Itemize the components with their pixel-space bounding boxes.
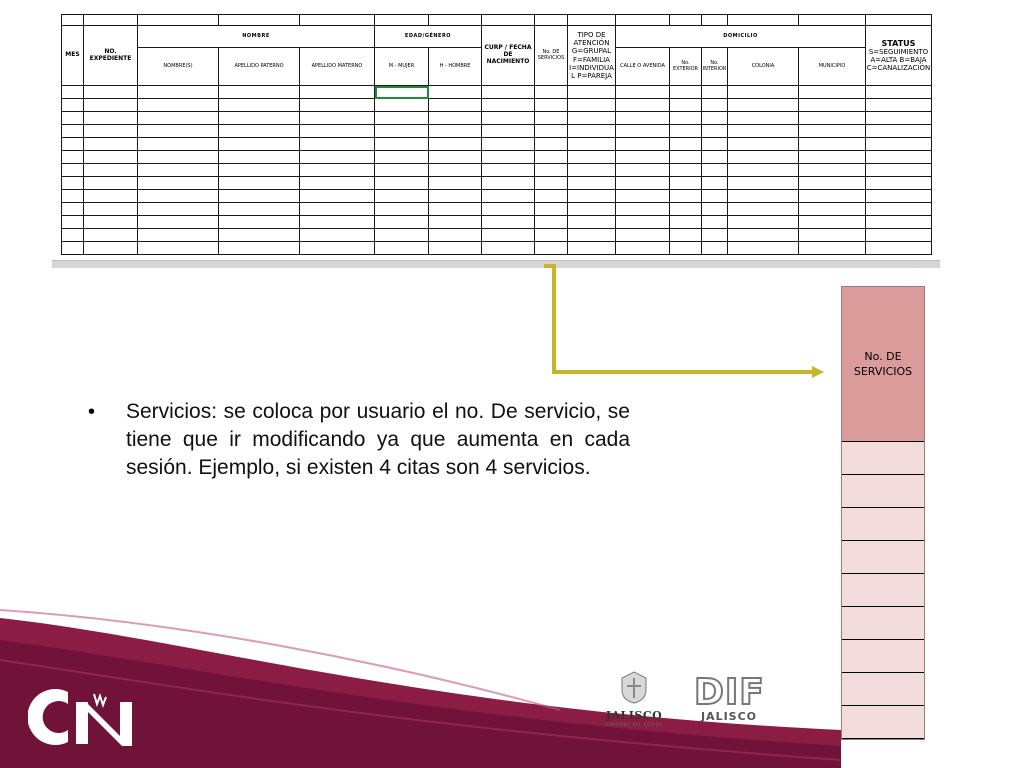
bullet-item bbox=[88, 398, 630, 482]
sheet-cell[interactable] bbox=[219, 112, 300, 125]
sheet-cell[interactable] bbox=[429, 203, 482, 216]
sheet-cell[interactable] bbox=[300, 151, 375, 164]
col-nombres: NOMBRE(S) bbox=[138, 48, 219, 86]
sheet-cell[interactable] bbox=[219, 151, 300, 164]
col-municipio: MUNICIPIO bbox=[799, 48, 866, 86]
col-nombre: NOMBRE bbox=[138, 26, 375, 48]
sheet-cell[interactable] bbox=[62, 138, 84, 151]
sheet-cell[interactable] bbox=[728, 177, 799, 190]
sheet-cell[interactable] bbox=[568, 229, 616, 242]
sheet-cell[interactable] bbox=[670, 164, 702, 177]
sheet-cell[interactable] bbox=[138, 229, 219, 242]
sheet-cell[interactable] bbox=[728, 203, 799, 216]
sheet-cell[interactable] bbox=[568, 86, 616, 99]
col-edad-genero: EDAD/GÉNERO bbox=[375, 26, 482, 48]
sheet-cell[interactable] bbox=[84, 242, 138, 255]
sheet-cell[interactable] bbox=[535, 151, 568, 164]
sheet-cell[interactable] bbox=[138, 216, 219, 229]
sheet-cell[interactable] bbox=[375, 99, 429, 112]
sheet-cell[interactable] bbox=[482, 242, 535, 255]
col-calle: CALLE O AVENIDA bbox=[616, 48, 670, 86]
sheet-cell[interactable] bbox=[702, 164, 728, 177]
sheet-cell[interactable] bbox=[702, 125, 728, 138]
sheet-cell[interactable] bbox=[616, 138, 670, 151]
zoomed-cell bbox=[842, 442, 924, 475]
sheet-cell[interactable] bbox=[138, 112, 219, 125]
col-tipo-atencion: TIPO DE ATENCIÓN G=GRUPAL F=FAMILIA I=INDIVIDUA L P=PAREJA bbox=[568, 26, 616, 86]
sheet-cell[interactable] bbox=[702, 242, 728, 255]
sheet-cell[interactable] bbox=[728, 242, 799, 255]
sheet-cell[interactable] bbox=[535, 216, 568, 229]
sheet-cell[interactable] bbox=[84, 125, 138, 138]
sheet-cell[interactable] bbox=[535, 138, 568, 151]
col-colonia: COLONIA bbox=[728, 48, 799, 86]
sheet-cell[interactable] bbox=[62, 177, 84, 190]
zoomed-cell bbox=[842, 640, 924, 673]
sheet-cell[interactable] bbox=[429, 112, 482, 125]
sheet-cell[interactable] bbox=[702, 86, 728, 99]
sheet-cell[interactable] bbox=[616, 164, 670, 177]
sheet-row bbox=[62, 242, 932, 255]
dif-logo bbox=[694, 672, 765, 723]
sheet-cell[interactable] bbox=[375, 112, 429, 125]
sheet-cell[interactable] bbox=[482, 125, 535, 138]
sheet-cell[interactable] bbox=[728, 216, 799, 229]
zoomed-cell bbox=[842, 475, 924, 508]
jalisco-shield-icon bbox=[619, 670, 649, 704]
sheet-cell[interactable] bbox=[300, 86, 375, 99]
sheet-cell[interactable] bbox=[429, 151, 482, 164]
sheet-cell[interactable] bbox=[429, 177, 482, 190]
sheet-cell[interactable] bbox=[84, 229, 138, 242]
jalisco-name: JALISCO bbox=[605, 709, 663, 722]
sheet-cell[interactable] bbox=[702, 190, 728, 203]
col-no-exterior: No. EXTERIOR bbox=[670, 48, 702, 86]
sheet-cell[interactable] bbox=[799, 164, 866, 177]
sheet-row bbox=[62, 99, 932, 112]
sheet-cell[interactable] bbox=[799, 190, 866, 203]
sheet-cell[interactable] bbox=[616, 229, 670, 242]
sheet-cell[interactable] bbox=[300, 177, 375, 190]
sheet-cell[interactable] bbox=[568, 242, 616, 255]
zoomed-cell bbox=[842, 508, 924, 541]
sheet-cell[interactable] bbox=[616, 151, 670, 164]
jalisco-subtitle: GOBIERNO DEL ESTADO bbox=[605, 722, 663, 727]
sheet-cell[interactable] bbox=[866, 177, 932, 190]
sheet-cell[interactable] bbox=[482, 99, 535, 112]
sheet-cell[interactable] bbox=[866, 86, 932, 99]
sheet-cell[interactable] bbox=[375, 151, 429, 164]
sheet-cell[interactable] bbox=[728, 99, 799, 112]
sheet-row bbox=[62, 125, 932, 138]
sheet-row bbox=[62, 229, 932, 242]
sheet-cell[interactable] bbox=[429, 190, 482, 203]
sheet-cell[interactable] bbox=[84, 190, 138, 203]
sheet-cell[interactable] bbox=[84, 112, 138, 125]
sheet-cell[interactable] bbox=[138, 203, 219, 216]
sheet-cell[interactable] bbox=[568, 112, 616, 125]
sheet-cell[interactable] bbox=[799, 151, 866, 164]
sheet-cell[interactable] bbox=[375, 125, 429, 138]
sheet-cell[interactable] bbox=[535, 242, 568, 255]
sheet-cell[interactable] bbox=[535, 99, 568, 112]
sheet-cell[interactable] bbox=[535, 112, 568, 125]
sheet-cell[interactable] bbox=[84, 86, 138, 99]
dif-mark: DIF bbox=[694, 672, 765, 713]
sheet-cell[interactable] bbox=[219, 138, 300, 151]
sheet-cell[interactable] bbox=[535, 164, 568, 177]
sheet-cell[interactable] bbox=[482, 138, 535, 151]
sheet-row bbox=[62, 86, 932, 99]
sheet-cell[interactable] bbox=[429, 164, 482, 177]
sheet-cell[interactable] bbox=[799, 242, 866, 255]
zoomed-cell bbox=[842, 541, 924, 574]
sheet-cell[interactable] bbox=[616, 216, 670, 229]
sheet-cell[interactable] bbox=[866, 138, 932, 151]
zoomed-header: No. DE SERVICIOS bbox=[842, 287, 924, 442]
sheet-cell[interactable] bbox=[375, 242, 429, 255]
sheet-cell[interactable] bbox=[799, 125, 866, 138]
sheet-cell[interactable] bbox=[300, 125, 375, 138]
sheet-cell[interactable] bbox=[616, 242, 670, 255]
sheet-cell[interactable] bbox=[702, 138, 728, 151]
sheet-cell[interactable] bbox=[482, 151, 535, 164]
sheet-cell[interactable] bbox=[866, 203, 932, 216]
sheet-cell[interactable] bbox=[482, 190, 535, 203]
sheet-cell[interactable] bbox=[375, 86, 429, 99]
sheet-cell[interactable] bbox=[535, 125, 568, 138]
sheet-cell[interactable] bbox=[535, 203, 568, 216]
jalisco-logo bbox=[598, 670, 670, 727]
sheet-cell[interactable] bbox=[375, 203, 429, 216]
sheet-cell[interactable] bbox=[429, 125, 482, 138]
sheet-cell[interactable] bbox=[616, 203, 670, 216]
sheet-cell[interactable] bbox=[702, 229, 728, 242]
sheet-cell[interactable] bbox=[219, 190, 300, 203]
sheet-cell[interactable] bbox=[138, 242, 219, 255]
sheet-cell[interactable] bbox=[429, 242, 482, 255]
sheet-cell[interactable] bbox=[375, 164, 429, 177]
col-domicilio: DOMICILIO bbox=[616, 26, 866, 48]
sheet-cell[interactable] bbox=[138, 151, 219, 164]
zoomed-cell bbox=[842, 574, 924, 607]
sheet-cell[interactable] bbox=[670, 125, 702, 138]
sheet-cell[interactable] bbox=[670, 203, 702, 216]
col-apellido-materno: APELLIDO MATERNO bbox=[300, 48, 375, 86]
sheet-cell[interactable] bbox=[482, 112, 535, 125]
sheet-cell[interactable] bbox=[866, 99, 932, 112]
sheet-cell[interactable] bbox=[568, 138, 616, 151]
sheet-cell[interactable] bbox=[616, 99, 670, 112]
sheet-cell[interactable] bbox=[84, 164, 138, 177]
zoomed-cell bbox=[842, 706, 924, 739]
sheet-cell[interactable] bbox=[300, 229, 375, 242]
sheet-cell[interactable] bbox=[670, 229, 702, 242]
sheet-cell[interactable] bbox=[84, 99, 138, 112]
sheet-cell[interactable] bbox=[62, 125, 84, 138]
status-title: STATUS bbox=[881, 38, 916, 48]
sheet-cell[interactable] bbox=[670, 190, 702, 203]
sheet-cell[interactable] bbox=[138, 86, 219, 99]
sheet-cell[interactable] bbox=[62, 242, 84, 255]
sheet-cell[interactable] bbox=[866, 125, 932, 138]
sheet-cell[interactable] bbox=[62, 99, 84, 112]
sheet-cell[interactable] bbox=[84, 216, 138, 229]
sheet-row bbox=[62, 216, 932, 229]
cn-logo bbox=[28, 684, 143, 750]
col-no-servicios: No. DE SERVICIOS bbox=[535, 26, 568, 86]
sheet-cell[interactable] bbox=[482, 164, 535, 177]
sheet-cell[interactable] bbox=[429, 99, 482, 112]
sheet-cell[interactable] bbox=[670, 177, 702, 190]
registry-spreadsheet bbox=[61, 14, 932, 255]
sheet-cell[interactable] bbox=[866, 151, 932, 164]
sheet-cell[interactable] bbox=[375, 177, 429, 190]
sheet-cell[interactable] bbox=[728, 229, 799, 242]
sheet-cell[interactable] bbox=[670, 216, 702, 229]
zoomed-servicios-column bbox=[841, 286, 925, 740]
sheet-cell[interactable] bbox=[535, 229, 568, 242]
sheet-cell[interactable] bbox=[568, 216, 616, 229]
sheet-cell[interactable] bbox=[866, 242, 932, 255]
sheet-cell[interactable] bbox=[616, 125, 670, 138]
sheet-cell[interactable] bbox=[429, 216, 482, 229]
sheet-cell[interactable] bbox=[670, 112, 702, 125]
sheet-cell[interactable] bbox=[568, 164, 616, 177]
sheet-cell[interactable] bbox=[568, 99, 616, 112]
sheet-cell[interactable] bbox=[799, 177, 866, 190]
sheet-cell[interactable] bbox=[219, 164, 300, 177]
sheet-cell[interactable] bbox=[702, 99, 728, 112]
sheet-cell[interactable] bbox=[138, 177, 219, 190]
col-mes: MES bbox=[62, 26, 84, 86]
sheet-cell[interactable] bbox=[616, 86, 670, 99]
sheet-cell[interactable] bbox=[568, 177, 616, 190]
sheet-cell[interactable] bbox=[670, 138, 702, 151]
sheet-cell[interactable] bbox=[482, 177, 535, 190]
sheet-cell[interactable] bbox=[219, 177, 300, 190]
sheet-cell[interactable] bbox=[138, 99, 219, 112]
sheet-cell[interactable] bbox=[702, 151, 728, 164]
header-row-1 bbox=[62, 26, 932, 48]
sheet-row bbox=[62, 203, 932, 216]
sheet-row bbox=[62, 112, 932, 125]
sheet-cell[interactable] bbox=[799, 216, 866, 229]
sheet-cell[interactable] bbox=[62, 151, 84, 164]
sheet-cell[interactable] bbox=[482, 203, 535, 216]
sheet-cell[interactable] bbox=[568, 125, 616, 138]
sheet-cell[interactable] bbox=[728, 190, 799, 203]
sheet-cell[interactable] bbox=[702, 112, 728, 125]
status-options: S=SEGUIMIENTO A=ALTA B=BAJA C=CANALIZACIÓN bbox=[866, 48, 931, 73]
sheet-cell[interactable] bbox=[482, 86, 535, 99]
sheet-cell[interactable] bbox=[62, 164, 84, 177]
sheet-cell[interactable] bbox=[728, 138, 799, 151]
col-mujer: M - MUJER bbox=[375, 48, 429, 86]
sheet-cell[interactable] bbox=[702, 203, 728, 216]
sheet-cell[interactable] bbox=[62, 229, 84, 242]
sheet-cell[interactable] bbox=[482, 229, 535, 242]
sheet-cell[interactable] bbox=[219, 86, 300, 99]
dif-subtitle: JALISCO bbox=[700, 710, 758, 723]
sheet-cell[interactable] bbox=[799, 203, 866, 216]
sheet-cell[interactable] bbox=[535, 177, 568, 190]
sheet-cell[interactable] bbox=[219, 99, 300, 112]
bullet-dot: • bbox=[88, 401, 96, 423]
sheet-cell[interactable] bbox=[535, 190, 568, 203]
sheet-row bbox=[62, 138, 932, 151]
sheet-row bbox=[62, 164, 932, 177]
sheet-cell[interactable] bbox=[728, 112, 799, 125]
sheet-row bbox=[62, 151, 932, 164]
sheet-cell[interactable] bbox=[138, 125, 219, 138]
bullet-text: Servicios: se coloca por usuario el no. De servicio, se tiene que ir modificando ya que aumenta en cada sesión. Ejemplo, si existen 4 citas son 4 servicios. bbox=[126, 400, 630, 479]
sheet-cell[interactable] bbox=[866, 216, 932, 229]
sheet-cell[interactable] bbox=[300, 138, 375, 151]
sheet-cell[interactable] bbox=[138, 164, 219, 177]
zoomed-cell bbox=[842, 673, 924, 706]
sheet-cell[interactable] bbox=[702, 216, 728, 229]
col-status bbox=[866, 26, 932, 86]
sheet-cell[interactable] bbox=[62, 203, 84, 216]
sheet-cell[interactable] bbox=[300, 242, 375, 255]
sheet-cell[interactable] bbox=[219, 216, 300, 229]
sheet-cell[interactable] bbox=[866, 229, 932, 242]
sheet-cell[interactable] bbox=[219, 203, 300, 216]
sheet-cell[interactable] bbox=[300, 112, 375, 125]
sheet-cell[interactable] bbox=[300, 164, 375, 177]
sheet-cell[interactable] bbox=[62, 86, 84, 99]
sheet-cell[interactable] bbox=[799, 99, 866, 112]
col-expediente: NO. EXPEDIENTE bbox=[84, 26, 138, 86]
sheet-cell[interactable] bbox=[799, 112, 866, 125]
col-hombre: H - HOMBRE bbox=[429, 48, 482, 86]
sheet-cell[interactable] bbox=[670, 242, 702, 255]
sheet-cell[interactable] bbox=[429, 229, 482, 242]
sheet-cell[interactable] bbox=[702, 177, 728, 190]
sheet-cell[interactable] bbox=[62, 216, 84, 229]
sheet-cell[interactable] bbox=[300, 203, 375, 216]
sheet-cell[interactable] bbox=[429, 138, 482, 151]
sheet-cell[interactable] bbox=[670, 99, 702, 112]
sheet-cell[interactable] bbox=[568, 190, 616, 203]
sheet-row bbox=[62, 177, 932, 190]
sheet-cell[interactable] bbox=[728, 164, 799, 177]
sheet-cell[interactable] bbox=[728, 86, 799, 99]
sheet-cell[interactable] bbox=[799, 138, 866, 151]
sheet-cell[interactable] bbox=[375, 190, 429, 203]
top-empty-row bbox=[62, 15, 932, 26]
sheet-cell[interactable] bbox=[219, 242, 300, 255]
sheet-cell[interactable] bbox=[728, 151, 799, 164]
sheet-cell[interactable] bbox=[482, 216, 535, 229]
sheet-cell[interactable] bbox=[219, 229, 300, 242]
sheet-row bbox=[62, 190, 932, 203]
sheet-cell[interactable] bbox=[138, 190, 219, 203]
sheet-cell[interactable] bbox=[568, 203, 616, 216]
sheet-cell[interactable] bbox=[535, 86, 568, 99]
sheet-cell[interactable] bbox=[84, 138, 138, 151]
sheet-body bbox=[62, 86, 932, 255]
sheet-cell[interactable] bbox=[300, 99, 375, 112]
zoomed-cell bbox=[842, 607, 924, 640]
sheet-cell[interactable] bbox=[138, 138, 219, 151]
sheet-cell[interactable] bbox=[866, 164, 932, 177]
sheet-cell[interactable] bbox=[670, 86, 702, 99]
sheet-cell[interactable] bbox=[799, 86, 866, 99]
sheet-cell[interactable] bbox=[866, 190, 932, 203]
sheet-cell[interactable] bbox=[300, 216, 375, 229]
sheet-cell[interactable] bbox=[799, 229, 866, 242]
sheet-cell[interactable] bbox=[429, 86, 482, 99]
sheet-cell[interactable] bbox=[375, 229, 429, 242]
col-apellido-paterno: APELLIDO PATERNO bbox=[219, 48, 300, 86]
sheet-cell[interactable] bbox=[616, 190, 670, 203]
sheet-cell[interactable] bbox=[866, 112, 932, 125]
connector-arrow bbox=[540, 262, 840, 382]
sheet-cell[interactable] bbox=[375, 138, 429, 151]
sheet-cell[interactable] bbox=[616, 177, 670, 190]
sheet-cell[interactable] bbox=[728, 125, 799, 138]
col-curp: CURP / FECHA DE NACIMIENTO bbox=[482, 26, 535, 86]
sheet-cell[interactable] bbox=[568, 151, 616, 164]
sheet-cell[interactable] bbox=[300, 190, 375, 203]
sheet-cell[interactable] bbox=[616, 112, 670, 125]
sheet-cell[interactable] bbox=[84, 177, 138, 190]
sheet-cell[interactable] bbox=[62, 112, 84, 125]
col-no-interior: No. INTERIOR bbox=[702, 48, 728, 86]
sheet-cell[interactable] bbox=[62, 190, 84, 203]
sheet-cell[interactable] bbox=[219, 125, 300, 138]
sheet-cell[interactable] bbox=[375, 216, 429, 229]
sheet-cell[interactable] bbox=[84, 203, 138, 216]
sheet-cell[interactable] bbox=[84, 151, 138, 164]
sheet-cell[interactable] bbox=[670, 151, 702, 164]
